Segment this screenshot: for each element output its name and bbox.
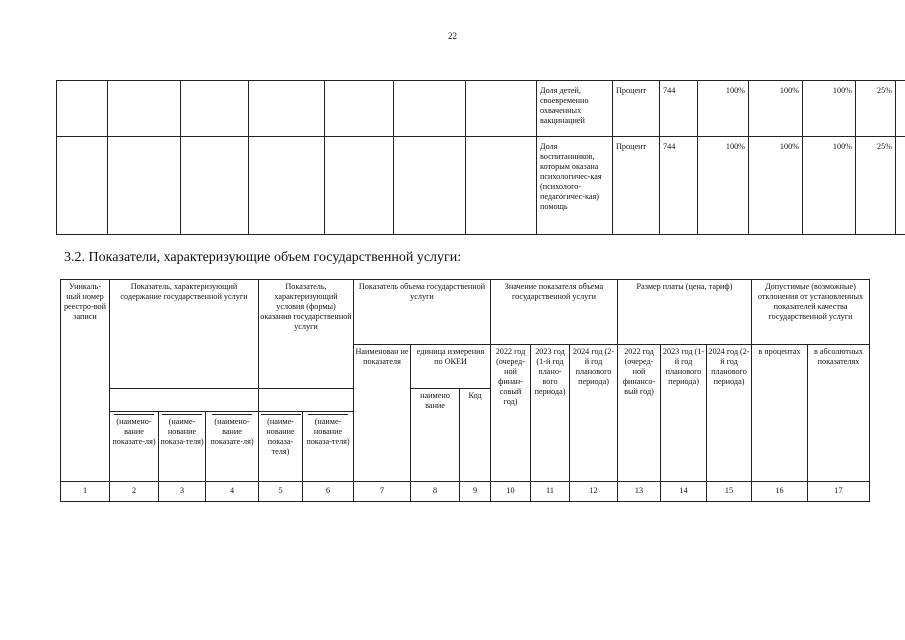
column-number: 4 [206,482,259,502]
year-2023-header: 2023 год (1-й год плано-вого периода) [531,345,570,482]
deviation-percent: 25% [856,81,896,137]
fee-2023-header: 2023 год (1-й год планового периода) [661,345,707,482]
value-2022: 100% [698,81,749,137]
deviation-absolute-header: в абсолютных показателях [808,345,870,482]
fee-2022-header: 2022 год (очеред-ной финансо-вый год) [618,345,661,482]
table-cell [394,137,466,235]
column-number-row [61,482,870,502]
column-number: 7 [354,482,411,502]
content-indicator-1: (наимено-вание показате-ля) [110,412,159,482]
condition-indicator-1: (наиме-нование показа-теля) [259,412,303,482]
deviation-percent: 25% [856,137,896,235]
column-number: 5 [259,482,303,502]
column-number: 10 [491,482,531,502]
table-cell [259,389,354,412]
column-number: 17 [808,482,870,502]
table-cell [394,81,466,137]
indicator-name-header: Наименован ие показателя [354,345,411,482]
content-indicator-3: (наимено-вание показате-ля) [206,412,259,482]
indicator-name: Доля воспитанников, которым оказана психологичес-кая (психолого-педагогичес-кая) помощь [537,137,613,235]
content-indicator-2: (наиме-нование показа-теля) [159,412,206,482]
column-number: 6 [303,482,354,502]
quality-table-continuation [56,80,905,235]
table-cell [108,137,181,235]
unit-name-header: наимено вание [411,389,460,482]
blank-line [308,414,348,415]
value-2024: 100% [803,137,856,235]
condition-indicator-2: (наиме-нование показа-теля) [303,412,354,482]
table-cell [896,137,905,235]
blank-line [212,414,252,415]
table-cell [181,137,249,235]
blank-line [114,414,154,415]
volume-indicators-table [60,279,870,502]
value-2023: 100% [749,137,803,235]
unit-code-header: Код [460,389,491,482]
value-2022: 100% [698,137,749,235]
column-number: 2 [110,482,159,502]
table-cell [181,81,249,137]
fee-2024-header: 2024 год (2-й год планового периода) [707,345,752,482]
column-number: 16 [752,482,808,502]
deviation-percent-header: в процентах [752,345,808,482]
value-2023: 100% [749,81,803,137]
table-cell [108,81,181,137]
unit-name: Процент [613,81,660,137]
blank-line [162,414,202,415]
table-row [57,81,905,137]
unit-name: Процент [613,137,660,235]
page-number: 22 [448,31,457,41]
year-2022-header: 2022 год (очеред-ной финан-совый год) [491,345,531,482]
content-indicator-header: Показатель, характеризующий содержание государственной услуги [110,280,259,389]
value-2024: 100% [803,81,856,137]
column-number: 11 [531,482,570,502]
table-row [57,137,905,235]
table-cell [466,137,537,235]
table-cell [249,137,325,235]
registry-number-header: Уникаль-ный номер реестро-вой записи [61,280,110,482]
deviation-header: Допустимые (возможные) отклонения от установленных показателей качества государственной услуги [752,280,870,345]
column-number: 12 [570,482,618,502]
column-number: 14 [661,482,707,502]
unit-code: 744 [660,81,698,137]
fee-header: Размер платы (цена, тариф) [618,280,752,345]
table-cell [896,81,905,137]
table-cell [325,137,394,235]
table-cell [466,81,537,137]
column-number: 3 [159,482,206,502]
column-number: 8 [411,482,460,502]
unit-code: 744 [660,137,698,235]
column-number: 13 [618,482,661,502]
column-number: 1 [61,482,110,502]
conditions-indicator-header: Показатель, характеризующий условия (формы) оказания государственной услуги [259,280,354,389]
table-cell [110,389,259,412]
section-title: 3.2. Показатели, характеризующие объем государственной услуги: [64,250,462,265]
table-cell [249,81,325,137]
header-row [61,280,870,345]
indicator-name: Доля детей, своевременно охваченных вакцинацией [537,81,613,137]
column-number: 15 [707,482,752,502]
table-cell [57,137,108,235]
table-cell [57,81,108,137]
column-number: 9 [460,482,491,502]
volume-value-header: Значение показателя объема государственной услуги [491,280,618,345]
blank-line [261,414,301,415]
year-2024-header: 2024 год (2-й год планового периода) [570,345,618,482]
unit-header: единица измерения по ОКЕИ [411,345,491,389]
volume-indicator-header: Показатель объема государственной услуги [354,280,491,345]
table-cell [325,81,394,137]
